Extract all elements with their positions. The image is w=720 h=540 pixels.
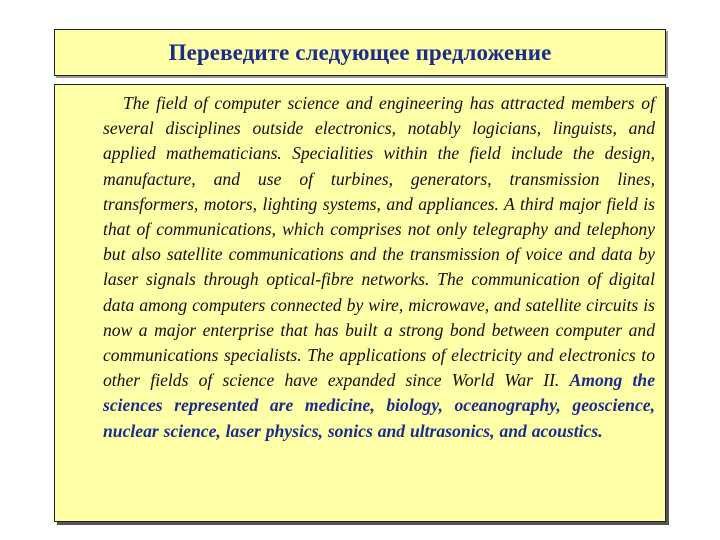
slide-title: Переведите следующее предложение (168, 39, 552, 65)
translation-paragraph (103, 91, 655, 444)
title-box (54, 29, 666, 76)
highlighted-sentence: Among the sciences represented are medicine, biology, oceanography, geoscience, nuclear science, laser physics, sonics and ultrasonics, and acoustics. (103, 370, 655, 441)
paragraph-plain-text: The field of computer science and engineering has attracted members of several disciplines outside electronics, notably logicians, linguists, and applied mathematicians. Specialities within the field include the design, manufacture, and use of turbines, generators, transmission lines, transformers, motors, lighting systems, and appliances. A third major field is that of communications, which comprises not only telegraphy and telephony but also satellite communications and the transmission of voice and data by laser signals through optical-fibre networks. The communication of digital data among computers connected by wire, microwave, and satellite circuits is now a major enterprise that has built a strong bond between computer and communications specialists. The applications of electricity and electronics to other fields of science have expanded since World War II. (103, 93, 655, 391)
text-box (54, 84, 666, 522)
